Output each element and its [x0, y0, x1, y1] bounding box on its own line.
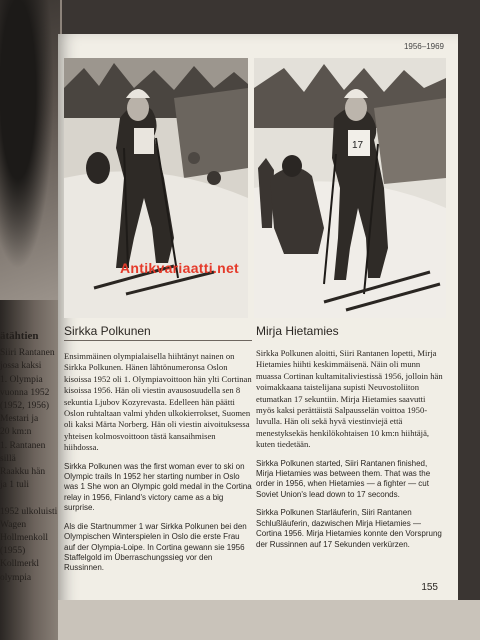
left-line	[0, 492, 58, 505]
left-page-heading: ätähtien	[0, 330, 39, 342]
left-line: Siiri Rantanen	[0, 348, 55, 359]
left-line: Hollmenkoll	[0, 533, 49, 544]
article-paragraph-german: Als die Startnummer 1 war Sirkka Polkunen bei den Olympischen Winterspielen in Oslo die erste Frau auf der Olympia-Loipe. In Cortina gewann sie 1956 Staffelgold im Überraschungssieg vor den Russinnen.	[64, 521, 247, 573]
left-line: ja 1 tuli	[0, 480, 30, 491]
article-heading: Sirkka Polkunen	[64, 324, 252, 341]
book-page	[58, 34, 458, 620]
left-line: olympia	[0, 572, 32, 583]
left-line: jossa kaksi	[0, 361, 42, 372]
article-paragraph-english: Sirkka Polkunen started, Siiri Rantanen finished, Mirja Hietamies was between them. That was the order in 1956, when Hietamies — a fighter — cut Soviet Union's lead down to 17 seconds.	[256, 458, 431, 499]
left-line: Raakku hän	[0, 467, 46, 478]
article-paragraph-finnish: Ensimmäinen olympialaisella hiihtänyt nainen on Sirkka Polkunen. Hänen lähtönumeronsa Oslon kisoissa 1952 oli 1. Olympiavoittoon hän ylti Cortinan kisoissa 1956. Hän oli viestin avausosuudella sen 8 sekuntia Ljubov Kozyrevasta. Edelleen hän päätti Oslon ruhtaltaan valmi yhden ulkokierrokset, Suomen oli kaksi Märta Norberg. Hän oli viestin aivoituksessa yhteisen kolmosvoittoon tästä kansaihmisen hiihdossa.	[64, 351, 252, 453]
photo-sirkka-polkunen	[64, 58, 248, 318]
left-line: Mestari ja	[0, 414, 39, 425]
article-sirkka-polkunen	[64, 324, 252, 582]
left-line: Wagen	[0, 519, 27, 530]
page-edge	[58, 600, 480, 640]
svg-text:17: 17	[352, 140, 364, 151]
article-paragraph-english: Sirkka Polkunen was the first woman ever to ski on Olympic trails In 1952 her starting number in Oslo was 1 She won an Olympic gold medal in the Cortina relay in 1956, Finland's victory came as a big surprise.	[64, 461, 252, 513]
left-line: 20 km:n	[0, 427, 32, 438]
left-line: (1952, 1956)	[0, 401, 50, 412]
photo-sirkka-polkunen-image	[64, 58, 248, 318]
left-line: Kollmerkl	[0, 559, 40, 570]
page-number: 155	[421, 582, 438, 593]
left-line: 1. Rantanen	[0, 440, 46, 451]
article-heading: Mirja Hietamies	[256, 324, 339, 338]
left-page	[0, 0, 62, 640]
article-paragraph-german: Sirkka Polkunen Starläuferin, Siiri Rantanen Schlußläuferin, dazwischen Mirja Hietamies — Cortina 1956. Mirja Hietamies konnte den Vorsprung der Russinnen auf 17 Sekunden verkürzen.	[256, 508, 442, 549]
left-page-text	[0, 330, 58, 585]
left-line: 1. Olympia	[0, 374, 43, 385]
left-page-photo	[0, 0, 60, 300]
left-line: sillä	[0, 453, 16, 464]
article-paragraph-finnish: Sirkka Polkunen aloitti, Siiri Rantanen lopetti, Mirja Hietamies hiihti keskimmäisenä. Näin oli munn muassa Cortinan kultamitaliviestissä 1956, jolloin hän voimakkaana taistelijana supisti Neuvostoliiton etumatkan 17 sekuntiin. Mirja Hietamies saavutti myös kaksi perättäistä Salpausselän voittoa 1950-luvulla. Hän oli sekä hyvä viestinviejä että menestyksekäs henkilökohtaisen 10 km:n hiihtäjä, kuten tiedetään.	[256, 348, 443, 450]
photo-mirja-hietamies	[254, 58, 446, 318]
watermark: Antikvariaatti.net	[120, 260, 239, 276]
left-line: 1952 ulkoluisti	[0, 506, 58, 517]
photo-mirja-hietamies-image	[254, 58, 446, 318]
left-line: vuonna 1952	[0, 387, 50, 398]
year-range: 1956–1969	[403, 42, 444, 51]
article-mirja-hietamies	[256, 324, 444, 558]
left-line: (1955)	[0, 546, 26, 557]
